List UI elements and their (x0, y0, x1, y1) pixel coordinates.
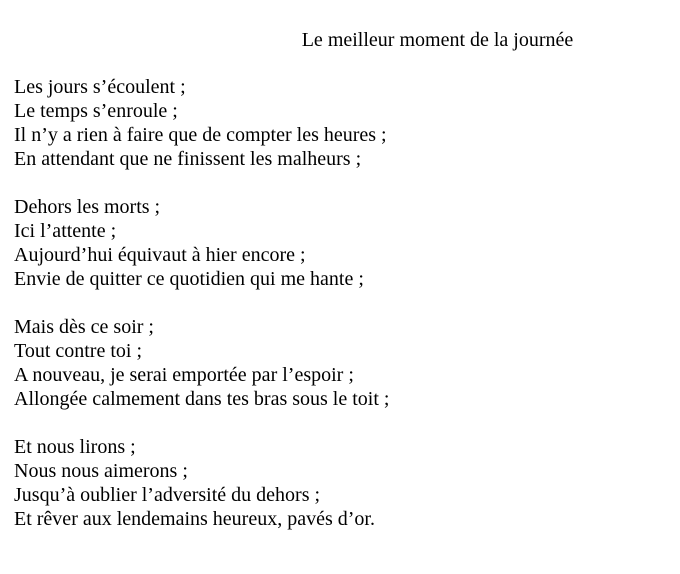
poem-line: En attendant que ne finissent les malheurs ; (14, 148, 362, 170)
poem-line: Nous nous aimerons ; (14, 460, 188, 482)
poem-line: Ici l’attente ; (14, 220, 117, 242)
poem-line: Aujourd’hui équivaut à hier encore ; (14, 244, 306, 266)
poem-line: Mais dès ce soir ; (14, 316, 154, 338)
stanza-2 (14, 195, 664, 291)
poem-line: Allongée calmement dans tes bras sous le toit ; (14, 388, 390, 410)
poem-line: Jusqu’à oublier l’adversité du dehors ; (14, 484, 321, 506)
poem-body (14, 75, 664, 555)
poem-line: Et nous lirons ; (14, 436, 136, 458)
poem-line: Envie de quitter ce quotidien qui me hante ; (14, 268, 364, 290)
poem-line: Les jours s’écoulent ; (14, 76, 186, 98)
stanza-4 (14, 435, 664, 531)
poem-line: Tout contre toi ; (14, 340, 143, 362)
stanza-1 (14, 75, 664, 171)
poem-line: Le temps s’enroule ; (14, 100, 178, 122)
poem-line: Il n’y a rien à faire que de compter les heures ; (14, 124, 387, 146)
stanza-3 (14, 315, 664, 411)
poem-title: Le meilleur moment de la journée (301, 29, 574, 51)
poem-line: Dehors les morts ; (14, 196, 161, 218)
poem-line: A nouveau, je serai emportée par l’espoir ; (14, 364, 354, 386)
poem-line: Et rêver aux lendemains heureux, pavés d’or. (14, 508, 375, 530)
